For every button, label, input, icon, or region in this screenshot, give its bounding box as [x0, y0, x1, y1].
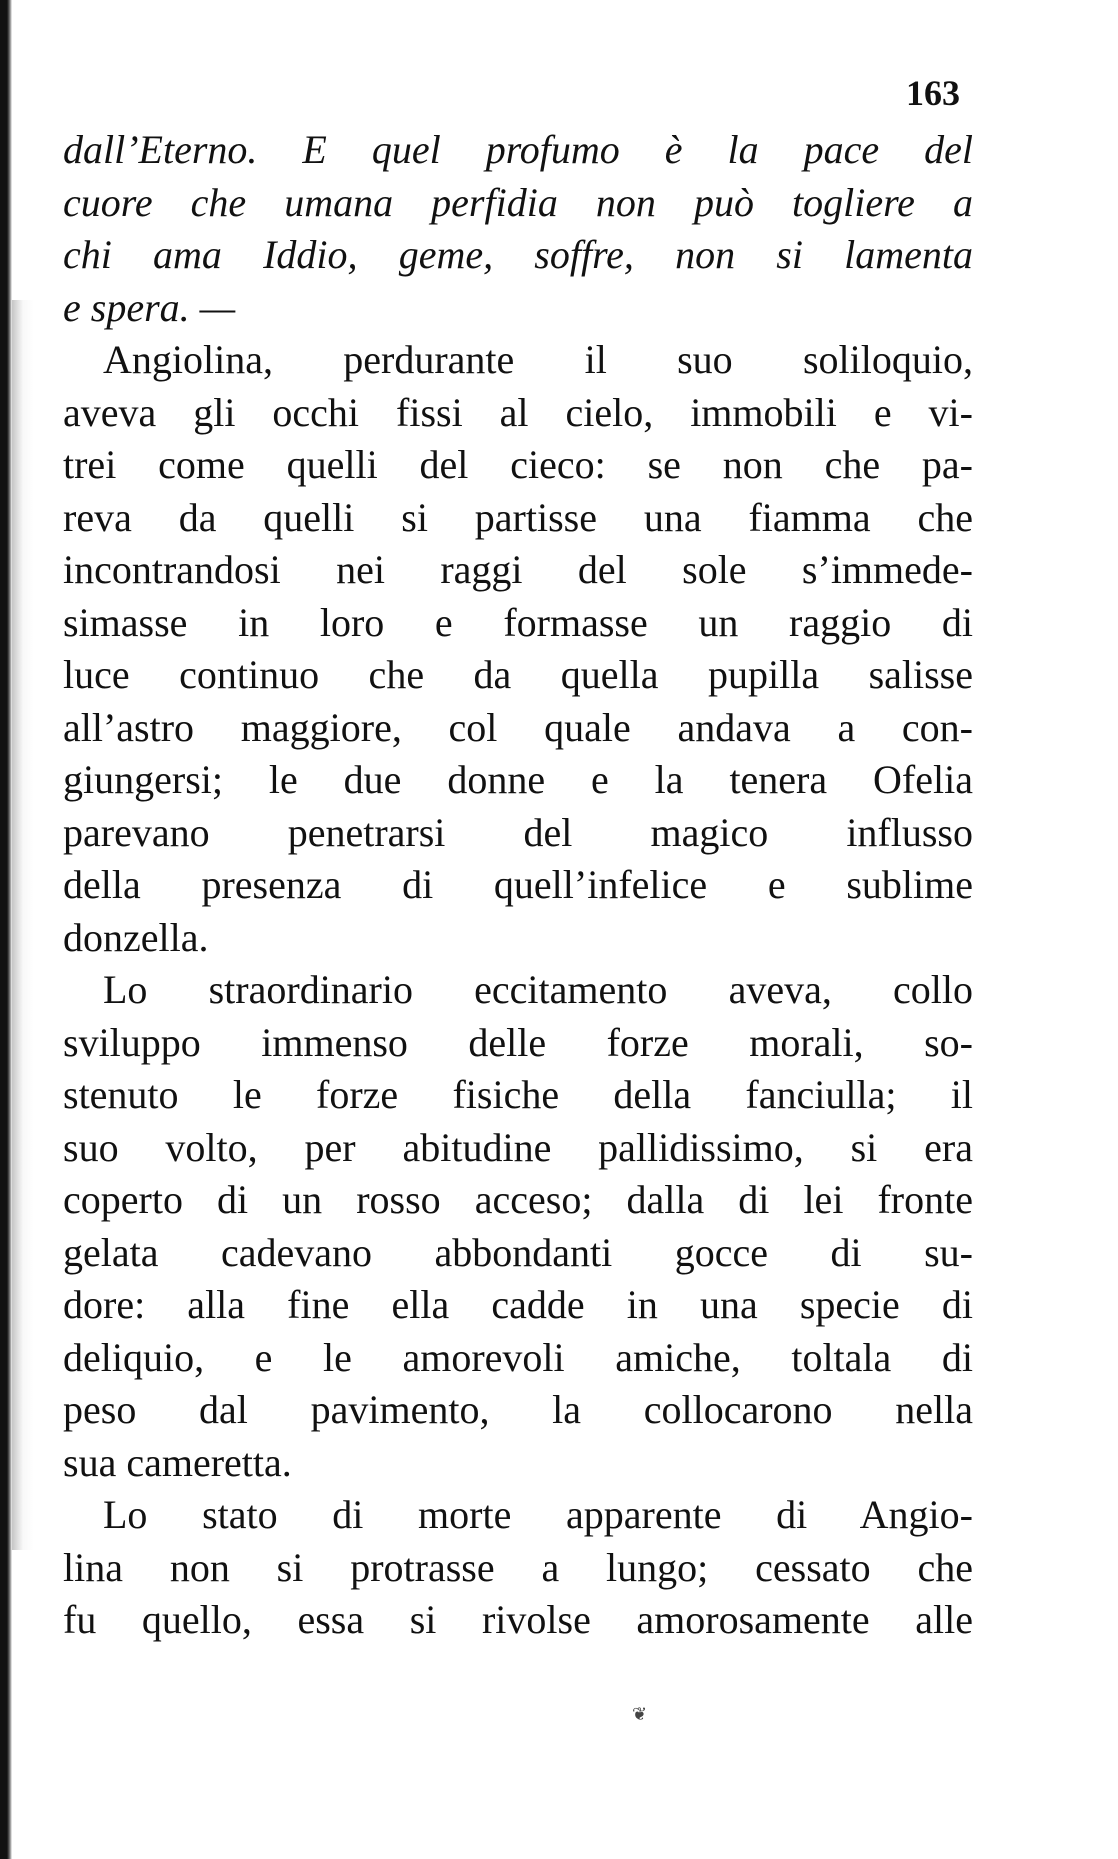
- text-line: all’astro maggiore, col quale andava a con-: [63, 704, 973, 750]
- text-line: gelata cadevano abbondanti gocce di su-: [63, 1229, 973, 1275]
- book-spine-edge: [0, 0, 12, 1859]
- text-line: suo volto, per abitudine pallidissimo, si era: [63, 1124, 973, 1170]
- text-line: luce continuo che da quella pupilla salisse: [63, 652, 973, 697]
- text-line: aveva gli occhi fissi al cielo, immobili e vi-: [63, 389, 973, 435]
- text-line: e spera. —: [63, 284, 236, 330]
- text-line: donzella.: [63, 914, 209, 960]
- text-line: trei come quelli del cieco: se non che pa-: [63, 442, 973, 487]
- text-line: reva da quelli si partisse una fiamma che: [63, 494, 973, 540]
- body-text: [63, 124, 973, 1647]
- text-line: incontrandosi nei raggi del sole s’immede-: [63, 547, 973, 592]
- text-line: lina non si protrasse a lungo; cessato che: [63, 1544, 973, 1590]
- text-line: giungersi; le due donne e la tenera Ofelia: [63, 757, 973, 802]
- text-line: Angiolina, perdurante il suo soliloquio,: [103, 337, 973, 382]
- text-line: coperto di un rosso acceso; dalla di lei fronte: [63, 1177, 973, 1222]
- text-line: della presenza di quell’infelice e sublime: [63, 862, 973, 907]
- text-line: sua cameretta.: [63, 1439, 292, 1485]
- text-line: sviluppo immenso delle forze morali, so-: [63, 1019, 973, 1065]
- text-line: Lo stato di morte apparente di Angio-: [103, 1492, 973, 1537]
- text-line: chi ama Iddio, geme, soffre, non si lamenta: [63, 232, 973, 277]
- text-line: Lo straordinario eccitamento aveva, collo: [103, 967, 973, 1012]
- text-line: dore: alla fine ella cadde in una specie di: [63, 1282, 973, 1327]
- text-line: deliquio, e le amorevoli amiche, toltala di: [63, 1334, 973, 1380]
- text-line: fu quello, essa si rivolse amorosamente alle: [63, 1597, 973, 1642]
- page-number: 163: [906, 73, 960, 113]
- text-line: parevano penetrarsi del magico influsso: [63, 809, 973, 855]
- printer-ornament: ❦: [632, 1704, 648, 1724]
- gutter-shadow: [12, 300, 34, 1550]
- text-line: stenuto le forze fisiche della fanciulla; il: [63, 1072, 973, 1117]
- text-line: peso dal pavimento, la collocarono nella: [63, 1387, 973, 1432]
- text-line: cuore che umana perfidia non può togliere a: [63, 179, 973, 225]
- text-line: dall’Eterno. E quel profumo è la pace del: [63, 127, 973, 172]
- text-line: simasse in loro e formasse un raggio di: [63, 599, 973, 645]
